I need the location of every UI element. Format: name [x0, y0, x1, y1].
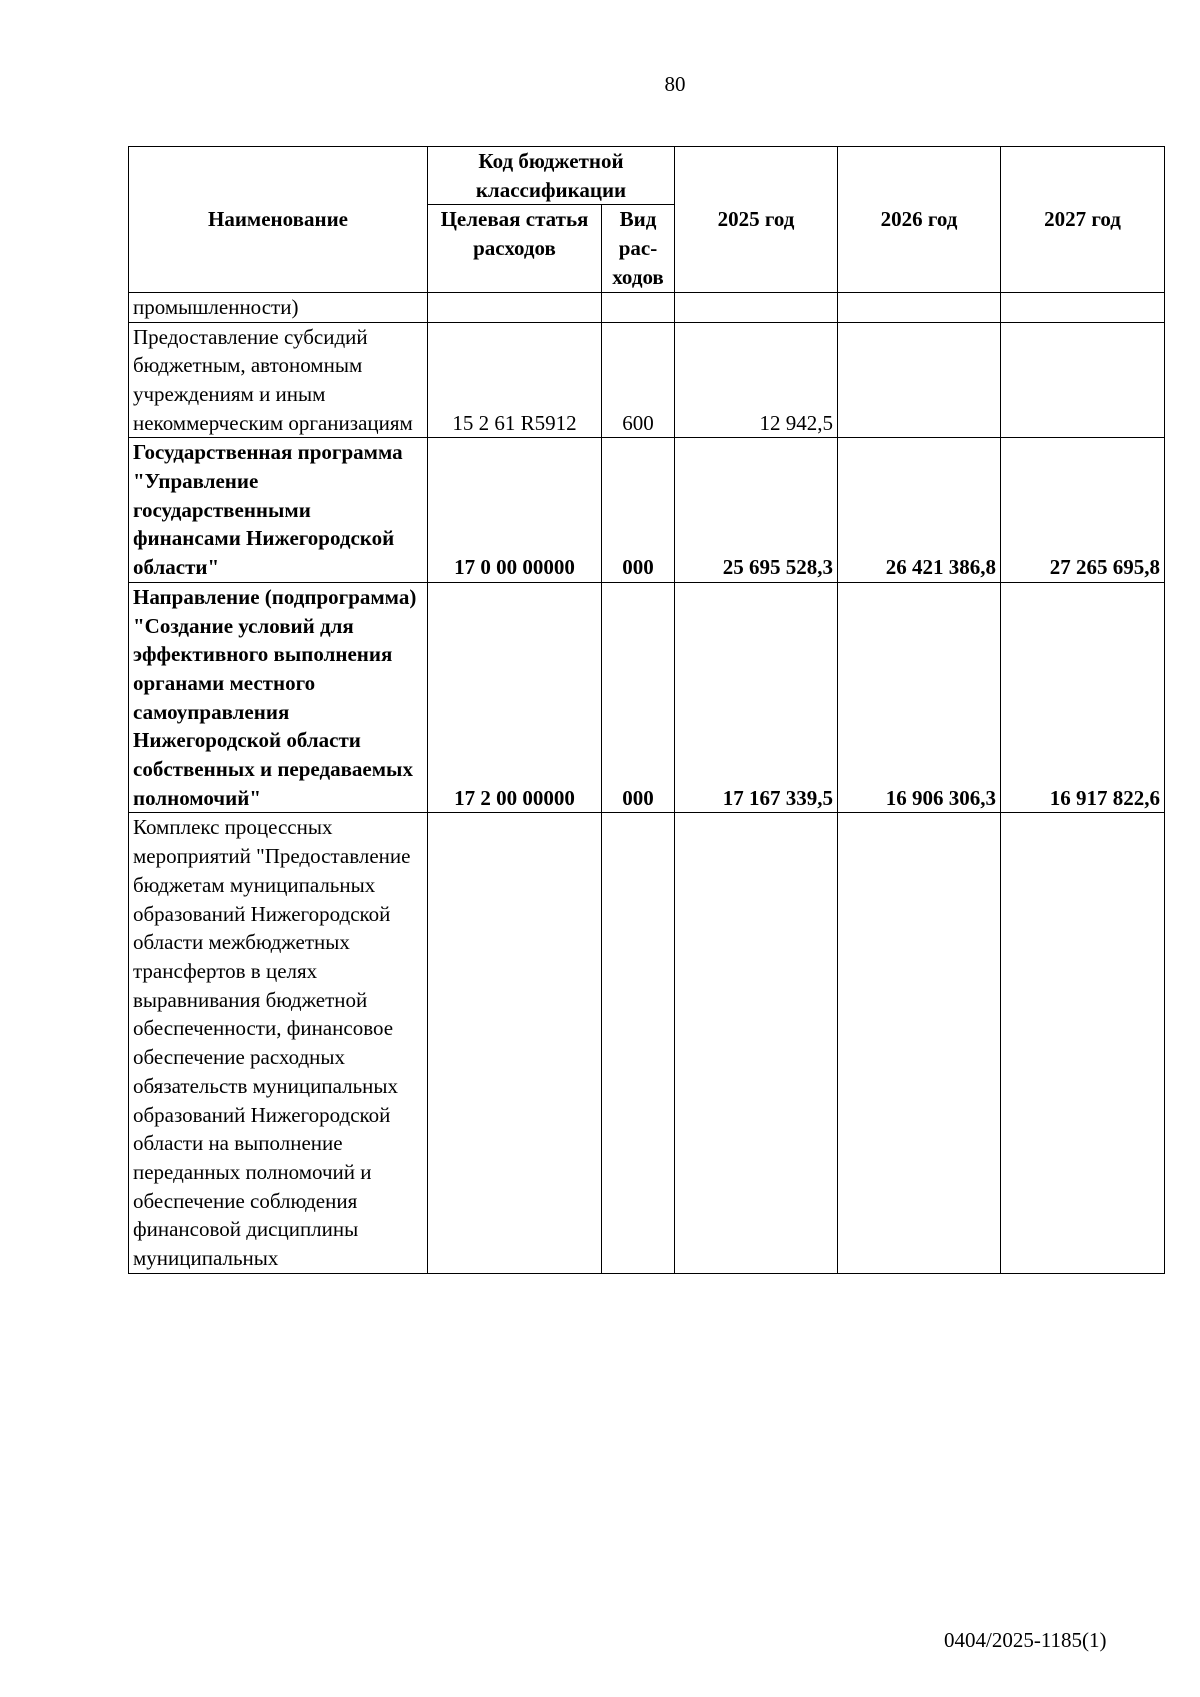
row-2026: 26 421 386,8: [838, 438, 1001, 583]
row-type: [602, 813, 675, 1273]
table-row: [129, 813, 1165, 1273]
row-2026: [838, 813, 1001, 1273]
header-target-article: Целевая статья расходов: [428, 205, 602, 292]
header-year-2025: 2025 год: [675, 147, 838, 293]
row-code: 15 2 61 R5912: [428, 322, 602, 438]
row-code: 17 0 00 00000: [428, 438, 602, 583]
row-code: [428, 292, 602, 322]
row-2027: [1001, 322, 1165, 438]
row-type: 600: [602, 322, 675, 438]
table-row: [129, 438, 1165, 583]
row-2025: [675, 292, 838, 322]
row-2027: 27 265 695,8: [1001, 438, 1165, 583]
header-year-2027: 2027 год: [1001, 147, 1165, 293]
row-type: 000: [602, 582, 675, 813]
table-row: [129, 582, 1165, 813]
row-type: [602, 292, 675, 322]
document-id: 0404/2025-1185(1): [944, 1628, 1107, 1652]
table-row: [129, 292, 1165, 322]
row-code: [428, 813, 602, 1273]
row-2025: 17 167 339,5: [675, 582, 838, 813]
header-code-group: Код бюджетной классификации: [428, 147, 675, 205]
row-name: Предоставление субсидий бюджетным, автономным учреждениям и иным некоммерческим организациям: [129, 322, 428, 438]
row-code: 17 2 00 00000: [428, 582, 602, 813]
row-2025: 25 695 528,3: [675, 438, 838, 583]
row-name: Направление (подпрограмма) "Создание условий для эффективного выполнения органами местного самоуправления Нижегородской области собственных и передаваемых полномочий": [129, 582, 428, 813]
row-2026: 16 906 306,3: [838, 582, 1001, 813]
header-row-top: [129, 147, 1165, 205]
row-type: 000: [602, 438, 675, 583]
row-2027: 16 917 822,6: [1001, 582, 1165, 813]
row-name: Государственная программа "Управление государственными финансами Нижегородской области": [129, 438, 428, 583]
header-name: Наименование: [129, 147, 428, 293]
row-2026: [838, 292, 1001, 322]
row-name: промышленности): [129, 292, 428, 322]
page-number: 80: [664, 72, 686, 96]
row-2026: [838, 322, 1001, 438]
row-2027: [1001, 813, 1165, 1273]
budget-table: [128, 146, 1165, 1274]
row-name: Комплекс процессных мероприятий "Предоставление бюджетам муниципальных образований Нижегородской области межбюджетных трансфертов в целях выравнивания бюджетной обеспеченности, финансовое обеспечение расходных обязательств муниципальных образований Нижегородской области на выполнение переданных полномочий и обеспечение соблюдения финансовой дисциплины муниципальных: [129, 813, 428, 1273]
row-2025: [675, 813, 838, 1273]
row-2025: 12 942,5: [675, 322, 838, 438]
table-row: [129, 322, 1165, 438]
row-2027: [1001, 292, 1165, 322]
header-year-2026: 2026 год: [838, 147, 1001, 293]
header-expense-type: Вид рас-ходов: [602, 205, 675, 292]
